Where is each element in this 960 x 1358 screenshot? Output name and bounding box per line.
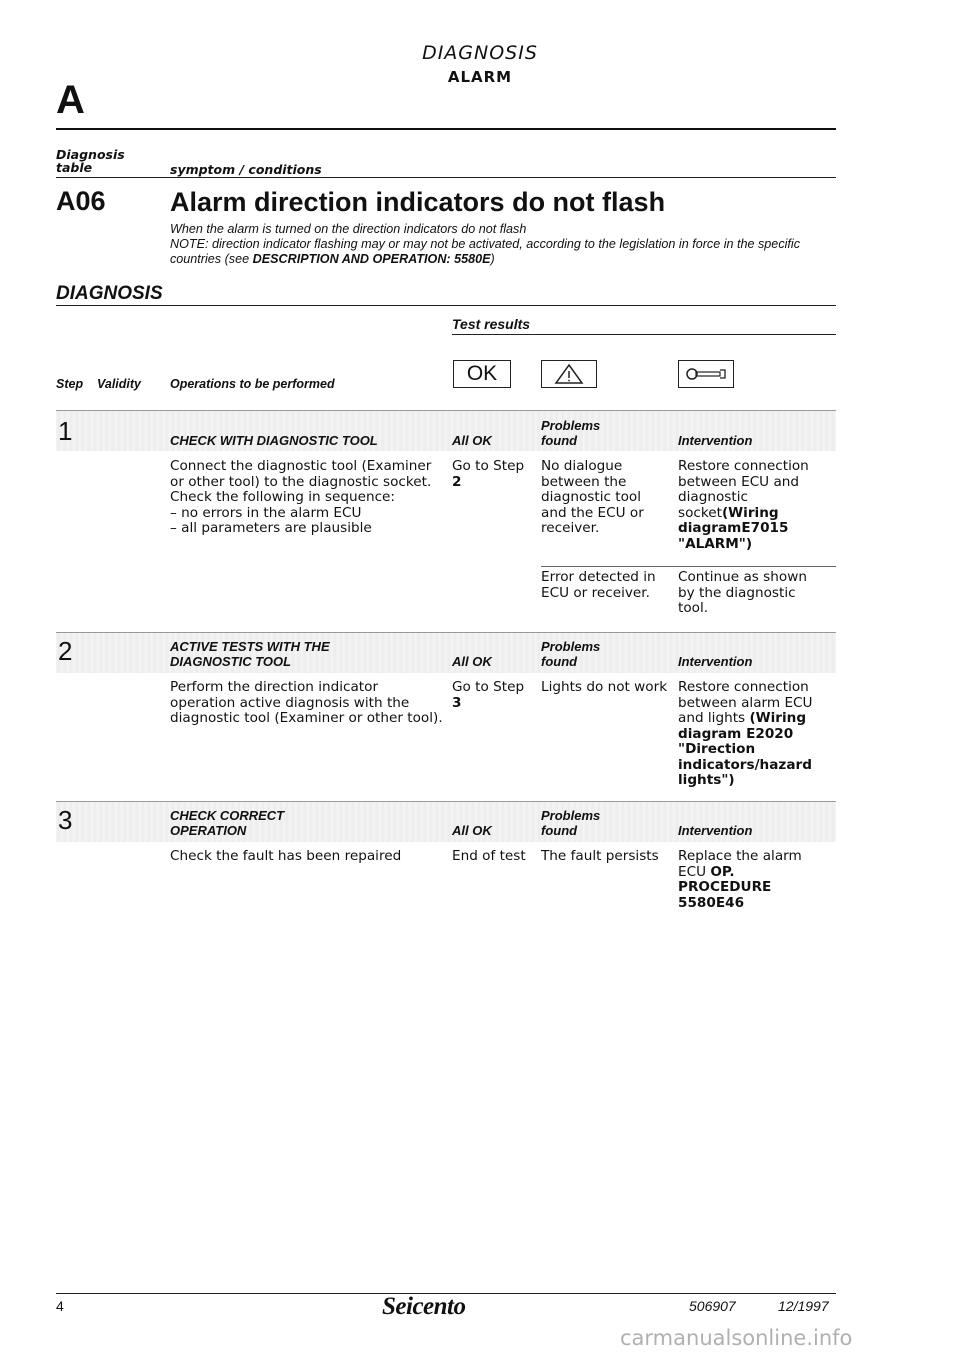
step-1-divider: [541, 566, 836, 567]
problems-line2: found: [541, 823, 578, 838]
step-2-intervention: Intervention: [678, 654, 753, 669]
test-results-rule: [452, 334, 836, 335]
wiring-reference[interactable]: "ALARM"): [678, 535, 753, 552]
page-number: 4: [56, 1298, 64, 1314]
step-2-problem-a: Lights do not work: [541, 679, 668, 695]
problem-line: ECU or receiver.: [541, 584, 650, 601]
step-1-intervention: Intervention: [678, 433, 753, 448]
operation-line: – all parameters are plausible: [170, 520, 372, 536]
intervention-line: Replace the alarm: [678, 848, 802, 864]
header-subtitle: ALARM: [447, 68, 513, 86]
ok-text: Go to Step: [452, 458, 525, 474]
operation-line: operation active diagnosis with the: [170, 694, 410, 711]
step-2-heading: [170, 639, 330, 669]
procedure-reference[interactable]: 5580E46: [678, 894, 745, 911]
step-3-intervention-a: [678, 849, 802, 911]
step-1-all-ok: All OK: [452, 433, 492, 448]
step-1-problem-b: [541, 570, 656, 601]
fault-code: A06: [56, 186, 106, 216]
intervention-line: Restore connection: [678, 679, 809, 695]
doc-date: 12/1997: [778, 1298, 829, 1314]
doc-number: 506907: [689, 1298, 736, 1314]
problem-line: between the: [541, 473, 627, 490]
problems-line1: Problems: [541, 418, 601, 433]
col-validity: Validity: [97, 377, 141, 391]
fault-note: [170, 237, 850, 267]
heading-line2: OPERATION: [170, 823, 247, 838]
problems-line2: found: [541, 433, 578, 448]
diagnosis-section-title: DIAGNOSIS: [56, 283, 163, 304]
header-title: DIAGNOSIS: [422, 42, 538, 64]
col-operations: Operations to be performed: [170, 377, 335, 391]
wrench-icon-box: [678, 360, 734, 388]
problems-line1: Problems: [541, 639, 601, 654]
intervention-line: [678, 711, 812, 727]
section-rule: [56, 305, 836, 306]
fault-description: [170, 222, 850, 267]
step-2-operation: [170, 680, 443, 727]
warning-icon-box: [541, 360, 597, 388]
label-line1: Diagnosis: [56, 147, 125, 162]
note-suffix: ): [490, 252, 495, 266]
problem-line: and the ECU or: [541, 504, 644, 521]
operation-line: or other tool) to the diagnostic socket.: [170, 473, 432, 490]
step-1-problem-a: [541, 459, 644, 537]
ok-text: Go to Step: [452, 679, 525, 695]
wiring-reference[interactable]: lights"): [678, 772, 735, 788]
meta-rule: [56, 177, 836, 178]
fault-condition: When the alarm is turned on the direction indicators do not flash: [170, 222, 527, 236]
problem-line: No dialogue: [541, 458, 623, 474]
header-rule: [56, 128, 836, 130]
intervention-text: ECU: [678, 863, 711, 880]
problems-line1: Problems: [541, 808, 601, 823]
step-3-problems-found: [541, 808, 600, 838]
step-1-intervention-a: [678, 459, 809, 552]
procedure-reference[interactable]: PROCEDURE: [678, 879, 772, 895]
wiring-reference[interactable]: (Wiring: [749, 710, 807, 726]
heading-line2: DIAGNOSTIC TOOL: [170, 654, 292, 669]
section-letter: A: [56, 78, 85, 122]
step-3-problem-a: The fault persists: [541, 848, 659, 864]
intervention-line: diagnostic: [678, 489, 748, 505]
problems-line2: found: [541, 654, 578, 669]
wiring-reference[interactable]: diagramE7015: [678, 520, 789, 536]
intervention-line: between alarm ECU: [678, 694, 813, 711]
intervention-line: Restore connection: [678, 458, 809, 474]
step-3-intervention: Intervention: [678, 823, 753, 838]
brand-logo: Seicento: [382, 1293, 466, 1320]
step-2-number: 2: [58, 636, 73, 666]
col-step: Step: [56, 377, 84, 391]
step-2-all-ok: All OK: [452, 654, 492, 669]
wiring-reference[interactable]: (Wiring: [721, 504, 779, 521]
intervention-line: between ECU and: [678, 473, 800, 490]
wiring-reference[interactable]: "Direction: [678, 741, 756, 757]
operation-line: diagnostic tool (Examiner or other tool).: [170, 710, 443, 726]
diagnosis-table-label: [56, 148, 125, 174]
step-1-operation: [170, 459, 431, 537]
step-3-number: 3: [58, 805, 73, 835]
intervention-line: by the diagnostic: [678, 584, 796, 601]
heading-line1: CHECK CORRECT: [170, 808, 285, 823]
test-results-label: Test results: [452, 316, 531, 332]
fault-title: Alarm direction indicators do not flash: [170, 187, 666, 217]
step-1-intervention-b: [678, 570, 807, 617]
operation-line: Check the following in sequence:: [170, 489, 396, 505]
ok-step-link[interactable]: 2: [452, 473, 462, 490]
intervention-text: and lights: [678, 710, 750, 726]
note-prefix: NOTE: direction indicator flashing may or may not be activated, according to the legislation in force in the specific countries (see: [170, 237, 801, 266]
step-1-problems-found: [541, 418, 600, 448]
intervention-line: [678, 506, 809, 522]
intervention-line: [678, 865, 802, 881]
step-3-operation: Check the fault has been repaired: [170, 848, 402, 864]
ok-icon-box: [453, 360, 511, 388]
watermark: carmanualsonline.info: [620, 1326, 853, 1350]
problem-line: receiver.: [541, 520, 600, 536]
symptom-label: symptom / conditions: [170, 162, 322, 177]
ok-icon-label: OK: [466, 362, 498, 385]
wiring-reference[interactable]: diagram E2020: [678, 725, 794, 742]
wrench-icon: [684, 365, 728, 383]
label-line2: table: [56, 160, 93, 175]
operation-line: Connect the diagnostic tool (Examiner: [170, 458, 432, 474]
step-2-problems-found: [541, 639, 600, 669]
step-3-ok-result: End of test: [452, 848, 526, 864]
operation-line: – no errors in the alarm ECU: [170, 504, 362, 521]
procedure-reference[interactable]: OP.: [710, 863, 735, 880]
heading-line1: ACTIVE TESTS WITH THE: [170, 639, 330, 654]
step-1-ok-result: [452, 459, 524, 490]
problem-line: diagnostic tool: [541, 489, 642, 505]
intervention-line: Continue as shown: [678, 569, 807, 585]
step-3-all-ok: All OK: [452, 823, 492, 838]
operation-line: Perform the direction indicator: [170, 679, 379, 695]
step-1-number: 1: [58, 416, 73, 446]
ok-step-link[interactable]: 3: [452, 694, 462, 711]
step-3-heading: [170, 808, 284, 838]
step-2-ok-result: [452, 680, 524, 711]
warning-triangle-icon: [554, 363, 584, 385]
wiring-reference[interactable]: indicators/hazard: [678, 756, 812, 773]
step-2-intervention-a: [678, 680, 812, 789]
note-reference[interactable]: DESCRIPTION AND OPERATION: 5580E: [252, 252, 491, 266]
intervention-text: socket: [678, 504, 722, 521]
intervention-line: tool.: [678, 600, 709, 616]
step-1-heading: CHECK WITH DIAGNOSTIC TOOL: [170, 433, 378, 448]
problem-line: Error detected in: [541, 569, 656, 585]
